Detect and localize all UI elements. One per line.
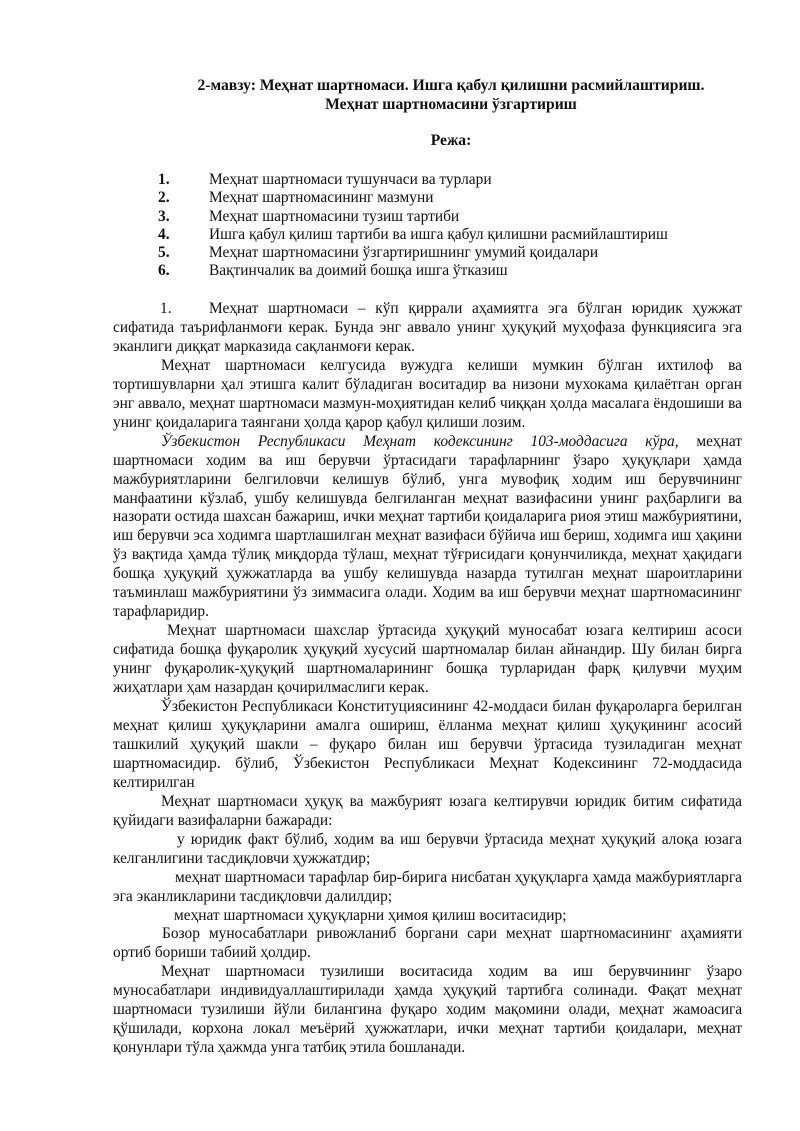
paragraph-1-text: Меҳнат шартномаси – кўп қиррали аҳамиятга эга бўлган юридик ҳужжат сифатида таърифланмоғи керак. Бунда энг аввало унинг ҳуқуқий муҳофаза функциясига эга эканлиги диққат марказида сақланмоғи керак. [113, 300, 742, 355]
plan-item [158, 208, 758, 226]
plan-item-text: Меҳнат шартномасини ўзгартиришнинг умумий қоидалари [209, 244, 599, 262]
plan-item-number: 1. [158, 171, 170, 188]
plan-item-text: Меҳнат шартномасини тузиш тартиби [209, 207, 460, 225]
paragraph-11: Меҳнат шартномаси тузилиши воситасида ходим ва иш берувчининг ўзаро муносабатлари индивидуаллаштирилади ҳамда ҳуқуқий тартибга солинади. Фақат меҳнат шартномаси тузилиши йўли билангина фуқаро ходим мақомини олади, меҳнат жамоасига қўшилади, корхона локал меъёрий ҳужжатлари, ички меҳнат тартиби қоидалари, меҳнат қонунлари тўла ҳажмда унга татбиқ этила бошланади. [113, 963, 742, 1057]
plan-item-number: 6. [158, 262, 170, 280]
paragraph-4: Меҳнат шартномаси шахслар ўртасида ҳуқуқий муносабат юзага келтириш асоси сифатида бошқа фуқаролик ҳуқуқий хусусий шартномалар билан айнандир. Шу билан бирга унинг фуқаролик-ҳуқуқий шартномаларининг бошқа турларидан фарқ қилувчи муҳим жиҳатлари ҳам назардан қочирилмаслиги керак. [113, 622, 742, 697]
plan-item-text: Меҳнат шартномасининг мазмуни [209, 189, 434, 207]
paragraph-5: Ўзбекистон Республикаси Конституциясининг 42-моддаси билан фуқароларга берилган меҳнат қилиш ҳуқуқларини амалга ошириш, ёлланма меҳнат қилиш ҳуқуқининг асосий ташкилий ҳуқуқий шакли – фуқаро билан иш берувчи ўртасида тузиладиган меҳнат шартномасидир. бўлиб, Ўзбекистон Республикаси Меҳнат Кодексининг 72-моддасида келтирилган [113, 698, 742, 791]
plan-item-text: Вақтинчалик ва доимий бошқа ишга ўтказиш [209, 262, 508, 280]
paragraph-1 [113, 300, 742, 357]
paragraph-7: у юридик факт бўлиб, ходим ва иш берувчи ўртасида меҳнат ҳуқуқий алоқа юзага келганлигини тасдиқловчи ҳужжатдир; [113, 830, 742, 867]
code-reference: Ўзбекистон Республикаси Меҳнат кодексининг 103-моддасига кўра, [161, 432, 679, 450]
plan-item [158, 262, 758, 280]
paragraph-3 [113, 433, 742, 623]
plan-heading: Режа: [430, 132, 472, 149]
plan-item-number: 5. [158, 244, 170, 262]
paragraph-9: меҳнат шартномаси ҳуқуқларни ҳимоя қилиш воситасидир; [174, 906, 567, 924]
plan-item-text: Меҳнат шартномаси тушунчаси ва турлари [209, 171, 492, 188]
plan-item-number: 3. [158, 207, 170, 225]
paragraph-8: меҳнат шартномаси тарафлар бир-бирига нисбатан ҳуқуқларга ҳамда мажбуриятларга эга эканликларини тасдиқловчи далилдир; [113, 868, 742, 905]
paragraph-10: Бозор муносабатлари ривожланиб боргани сари меҳнат шартномасининг аҳамияти ортиб бориши табиий ҳолдир. [113, 925, 742, 962]
title-line-1: 2-мавзу: Меҳнат шартномаси. Ишга қабул қилишни расмийлаштириш. [197, 77, 705, 94]
paragraph-3-text: меҳнат шартномаси ходим ва иш берувчи ўртасидаги тарафларнинг ўзаро ҳуқуқлари ҳамда мажбуриятларини белгиловчи келишув бўлиб, унга мувофиқ ходим иш берувчининг манфаатини кўзлаб, ушбу келишувда белгиланган меҳнат вазифасини унинг раҳбарлиги ва назорати остида шахсан бажариш, ички меҳнат тартиби қоидаларига риоя этиш мажбуриятини, иш берувчи эса ходимга шартлашилган меҳнат вазифаси бўйича иш бериш, ходимга иш ҳақини ўз вақтида ҳамда тўлиқ миқдорда тўлаш, меҳнат тўғрисидаги қонунчиликда, меҳнат ҳақидаги бошқа ҳуқуқий ҳужжатларда ва ушбу келишувда назарда тутилган меҳнат шароитларини таъминлаш мажбуриятини ўз зиммасига олади. Ходим ва иш берувчи меҳнат шартномасининг тарафларидир. [113, 432, 742, 621]
title-line-2: Меҳнат шартномасини ўзгартириш [325, 96, 577, 113]
plan-item [158, 244, 758, 262]
plan-item [158, 189, 758, 207]
paragraph-2: Меҳнат шартномаси келгусида вужудга келиши мумкин бўлган ихтилоф ва тортишувларни ҳал этишга калит бўладиган воситадир ва низони мухокама қилаётган орган энг аввало, меҳнат шартномаси мазмун-моҳиятидан келиб чиққан ҳолда масалага ёндошиши ва унинг қоидаларига таянгани ҳолда қарор қабул қилиши лозим. [113, 356, 742, 431]
paragraph-6: Меҳнат шартномаси ҳуқуқ ва мажбурият юзага келтирувчи юридик битим сифатида қуйидаги вазифаларни бажаради: [113, 792, 742, 829]
paragraph-number: 1. [160, 300, 172, 317]
document-body [113, 300, 742, 1058]
plan-item-text: Ишга қабул қилиш тартиби ва ишга қабул қилишни расмийлаштириш [209, 225, 668, 243]
plan-item [158, 226, 758, 244]
plan-item-number: 4. [158, 225, 170, 243]
document-title [150, 76, 752, 114]
plan-list [158, 171, 758, 281]
plan-item-number: 2. [158, 189, 170, 207]
plan-item [158, 171, 758, 189]
